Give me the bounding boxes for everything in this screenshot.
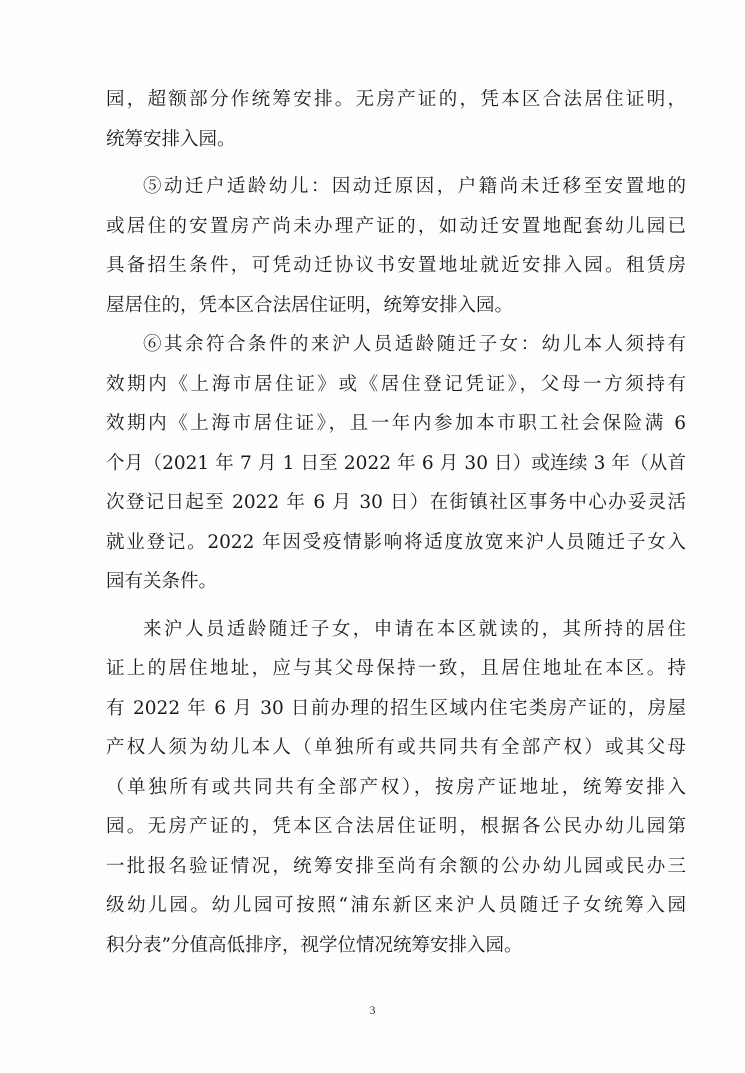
- text-line: 证上的居住地址，应与其父母保持一致，且居住地址在本区。持: [106, 658, 686, 679]
- text-line: 或居住的安置房产尚未办理产证的，如动迁安置地配套幼儿园已: [106, 215, 686, 237]
- text-line: 产权人须为幼儿本人（单独所有或共同共有全部产权）或其父母: [106, 737, 686, 758]
- page-number: 3: [369, 1003, 376, 1017]
- text-line: 效期内《上海市居住证》，且一年内参加本市职工社会保险满 6: [106, 413, 686, 434]
- text-line: 有 2022 年 6 月 30 日前办理的招生区域内住宅类房产证的，房屋: [106, 697, 686, 719]
- text-line: （单独所有或共同共有全部产权），按房产证地址，统筹安排入: [106, 776, 686, 798]
- text-line: 具备招生条件，可凭动迁协议书安置地址就近安排入园。租赁房: [106, 255, 686, 276]
- text-line: ⑥其余符合条件的来沪人员适龄随迁子女：幼儿本人须持有: [143, 334, 686, 355]
- text-line: 一批报名验证情况，统筹安排至尚有余额的公办幼儿园或民办三: [106, 855, 686, 877]
- text-line: 来沪人员适龄随迁子女，申请在本区就读的，其所持的居住: [143, 618, 686, 640]
- text-line: 积分表”分值高低排序，视学位情况统筹安排入园。: [106, 934, 523, 956]
- text-line: 园。无房产证的，凭本区合法居住证明，根据各公民办幼儿园第: [106, 816, 686, 837]
- text-line: 园，超额部分作统筹安排。无房产证的，凭本区合法居住证明，: [106, 89, 686, 110]
- text-line: ⑤动迁户适龄幼儿：因动迁原因，户籍尚未迁移至安置地的: [143, 176, 686, 197]
- body-text: [106, 80, 686, 965]
- text-line: 园有关条件。: [106, 571, 218, 592]
- text-line: 屋居住的，凭本区合法居住证明，统筹安排入园。: [106, 294, 514, 316]
- text-line: 就业登记。2022 年因受疫情影响将适度放宽来沪人员随迁子女入: [106, 531, 686, 553]
- text-line: 效期内《上海市居住证》或《居住登记凭证》，父母一方须持有: [106, 373, 686, 395]
- text-line: 统筹安排入园。: [106, 128, 236, 150]
- text-line: 次登记日起至 2022 年 6 月 30 日）在街镇社区事务中心办妥灵活: [106, 492, 686, 513]
- text-line: 级幼儿园。幼儿园可按照“浦东新区来沪人员随迁子女统筹入园: [106, 895, 686, 916]
- text-line: 个月（2021 年 7 月 1 日至 2022 年 6 月 30 日）或连续 3 年（从首: [106, 452, 686, 474]
